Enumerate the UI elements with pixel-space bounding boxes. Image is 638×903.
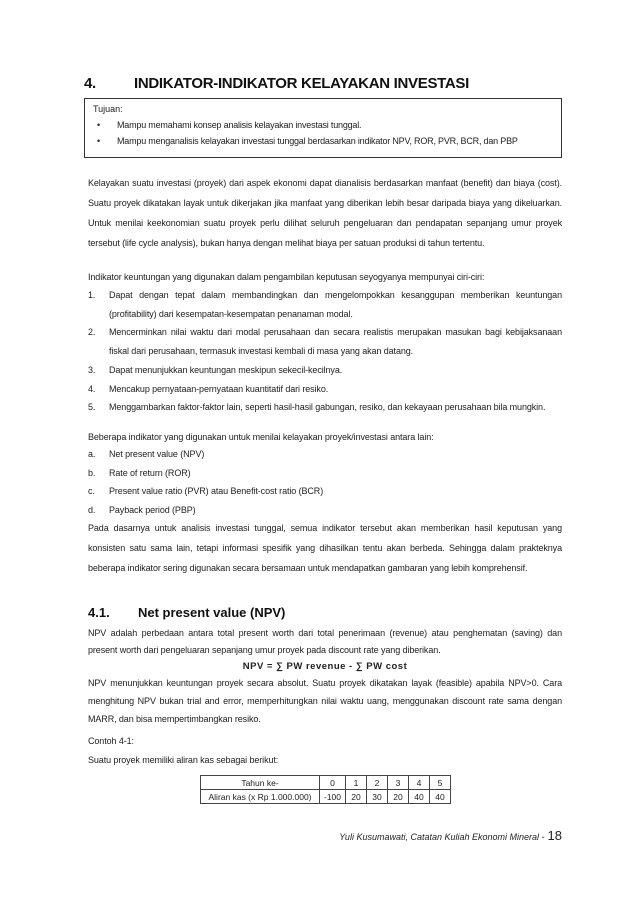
list-item — [88, 398, 562, 417]
year-cell: 3 — [388, 776, 409, 790]
table-row — [201, 776, 451, 790]
item-number: 5. — [88, 402, 96, 413]
cash-flow-cell: 40 — [409, 790, 430, 804]
item-number: 3. — [88, 364, 96, 375]
bullet-icon: • — [97, 136, 100, 146]
item-text: Dapat dengan tepat dalam membandingkan dan mengelompokkan kesanggupan memberikan keuntungan (profitability) dari kesempatan-kesempatan penanaman modal. — [109, 290, 562, 319]
subsection-heading — [88, 605, 285, 620]
list-item — [88, 464, 562, 483]
criteria-lead — [88, 267, 562, 287]
item-number: 4. — [88, 383, 96, 394]
criteria-list — [88, 286, 562, 417]
year-cell: 1 — [346, 776, 367, 790]
cash-flow-cell: -100 — [320, 790, 346, 804]
section-heading — [84, 75, 469, 92]
list-item — [88, 380, 562, 399]
goal-text: Mampu memahami konsep analisis kelayakan investasi tunggal. — [117, 120, 362, 130]
page-footer — [339, 828, 562, 843]
item-text: Net present value (NPV) — [109, 449, 205, 459]
list-item — [88, 286, 562, 323]
section-number: 4. — [84, 75, 96, 92]
item-number: 1. — [88, 290, 96, 300]
section-title: INDIKATOR-INDIKATOR KELAYAKAN INVESTASI — [134, 75, 469, 92]
list-item — [88, 501, 562, 520]
item-text: Present value ratio (PVR) atau Benefit-cost ratio (BCR) — [109, 486, 324, 496]
year-cell: 4 — [409, 776, 430, 790]
indicators-list — [88, 445, 562, 519]
year-cell: 0 — [320, 776, 346, 790]
item-text: Mencakup pernyataan-pernyataan kuantitatif dari resiko. — [109, 383, 329, 394]
goal-item — [93, 120, 553, 130]
footer-author: Yuli Kusumawati, Catatan Kuliah Ekonomi Mineral - — [339, 832, 545, 842]
list-item — [88, 482, 562, 501]
goal-text: Mampu menganalisis kelayakan investasi tunggal berdasarkan indikator NPV, ROR, PVR, BCR, dan PBP — [117, 136, 518, 146]
item-text: Rate of return (ROR) — [109, 467, 191, 478]
indicators-lead — [88, 427, 562, 447]
example-title: Contoh 4-1: — [88, 736, 134, 746]
example-block — [88, 732, 562, 770]
item-letter: c. — [88, 486, 95, 496]
learning-goals-box — [84, 98, 562, 158]
cash-flow-cell: 30 — [367, 790, 388, 804]
goals-title: Tujuan: — [93, 104, 123, 114]
cash-flow-cell: 20 — [346, 790, 367, 804]
item-text: Mencerminkan nilai waktu dari modal perusahaan dan secara realistis merupakan masukan bagi kebijaksanaan fiskal dari perusahaan, termasuk investasi kembali di masa yang akan datang. — [109, 327, 562, 357]
closing-text: Pada dasarnya untuk analisis investasi tunggal, semua indikator tersebut akan memberikan hasil keputusan yang konsisten satu sama lain, tetapi informasi spesifik yang dihasilkan tentu akan berbeda. Sehingga dalam prakteknya beberapa indikator sering digunakan secara bersamaan untuk mendapatkan gambaran yang lebih komprehensif. — [88, 523, 562, 573]
year-cell: 2 — [367, 776, 388, 790]
indicators-lead-text: Beberapa indikator yang digunakan untuk menilai kelayakan proyek/investasi antara lain: — [88, 432, 434, 442]
npv-formula: NPV = ∑ PW revenue - ∑ PW cost — [242, 661, 408, 672]
npv-definition — [88, 625, 562, 659]
table-row — [201, 790, 451, 804]
intro-paragraph — [88, 173, 562, 253]
list-item — [88, 361, 562, 380]
page-number: 18 — [547, 828, 562, 843]
closing-paragraph — [88, 518, 562, 578]
cash-flow-table — [200, 775, 451, 804]
item-text: Payback period (PBP) — [109, 504, 196, 515]
year-cell: 5 — [430, 776, 451, 790]
npv-rule — [88, 674, 562, 728]
npv-rule-text: NPV menunjukkan keuntungan proyek secara absolut. Suatu proyek dikatakan layak (feasible) apabila NPV>0. Cara menghitung NPV bukan trial and error, memperhitungkan nilai waktu uang, menggunakan discount rate sama dengan MARR, dan bisa mempertimbangkan resiko. — [88, 678, 562, 724]
subsection-title: Net present value (NPV) — [138, 605, 286, 620]
item-text: Dapat menunjukkan keuntungan meskipun sekecil-kecilnya. — [109, 364, 343, 375]
npv-definition-text: NPV adalah perbedaan antara total present worth dari total penerimaan (revenue) atau penghematan (saving) dan present worth dari pengeluaran sepanjang umur proyek pada discount rate yang diberikan. — [88, 628, 562, 655]
list-item — [88, 445, 562, 464]
item-letter: d. — [88, 504, 96, 515]
bullet-icon: • — [97, 120, 100, 130]
item-text: Menggambarkan faktor-faktor lain, seperti hasil-hasil gabungan, resiko, dan kekayaan perusahaan bila mungkin. — [109, 402, 546, 413]
example-description: Suatu proyek memiliki aliran kas sebagai berikut: — [88, 755, 279, 765]
cash-flow-cell: 40 — [430, 790, 451, 804]
intro-text: Kelayakan suatu investasi (proyek) dari aspek ekonomi dapat dianalisis berdasarkan manfaat (benefit) dan biaya (cost). Suatu proyek dikatakan layak untuk dikerjakan jika manfaat yang diberikan lebih besar daripada biaya yang dikeluarkan. Untuk menilai keekonomian suatu proyek perlu dilihat seluruh pengeluaran dan pendapatan sepanjang umur proyek tersebut (life cycle analysis), bukan hanya dengan melihat biaya per satuan produksi di tahun tertentu. — [88, 178, 562, 248]
item-number: 2. — [88, 327, 96, 338]
item-letter: a. — [88, 449, 96, 459]
table-header-cell: Aliran kas (x Rp 1.000.000) — [201, 790, 320, 804]
table-header-cell: Tahun ke- — [201, 776, 320, 790]
item-letter: b. — [88, 467, 96, 478]
criteria-lead-text: Indikator keuntungan yang digunakan dalam pengambilan keputusan seyogyanya mempunyai ciri-ciri: — [88, 272, 485, 282]
subsection-number: 4.1. — [88, 605, 110, 620]
goal-item — [93, 136, 553, 146]
list-item — [88, 323, 562, 360]
cash-flow-cell: 20 — [388, 790, 409, 804]
